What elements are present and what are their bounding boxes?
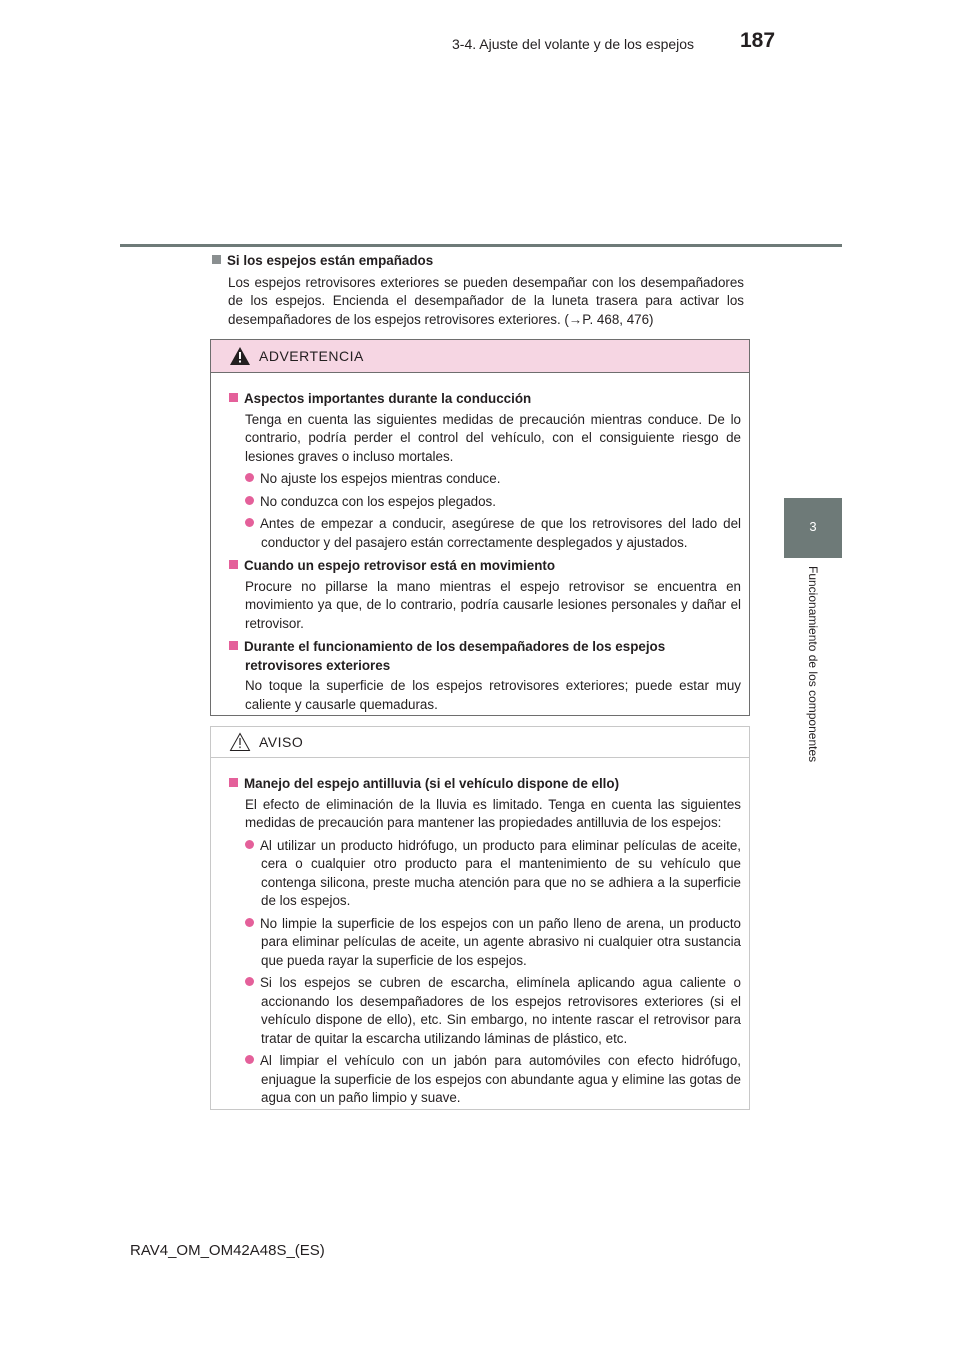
square-bullet-icon [229, 641, 238, 650]
section-title: 3-4. Ajuste del volante y de los espejos [452, 36, 695, 52]
square-bullet-icon [212, 255, 221, 264]
warning-triangle-outline-icon [229, 732, 251, 752]
warning-text-3: No toque la superficie de los espejos retrovisores exteriores; puede estar muy caliente y causarle quemaduras. [245, 678, 741, 712]
notice-title: AVISO [259, 734, 304, 750]
list-item-text: No conduzca con los espejos plegados. [260, 493, 496, 509]
square-bullet-icon [229, 560, 238, 569]
notice-header [211, 727, 749, 758]
warning-heading-2 [229, 557, 741, 576]
intro-heading-text: Si los espejos están empañados [227, 253, 434, 268]
round-bullet-icon [245, 518, 254, 527]
notice-heading-1 [229, 775, 741, 794]
header-rule [120, 244, 842, 247]
notice-heading-text: Manejo del espejo antilluvia (si el vehículo dispone de ello) [244, 776, 620, 791]
page-number: 187 [740, 29, 776, 52]
warning-heading-1 [229, 390, 741, 409]
warning-body [211, 373, 749, 714]
warning-heading-3 [229, 638, 741, 675]
list-item [229, 915, 741, 971]
warning-box [210, 339, 750, 716]
round-bullet-icon [245, 977, 254, 986]
warning-triangle-filled-icon [229, 346, 251, 366]
round-bullet-icon [245, 473, 254, 482]
notice-body [211, 758, 749, 1108]
list-item [229, 837, 741, 911]
chapter-title: Funcionamiento de los componentes [806, 566, 820, 763]
list-item-text: Antes de empezar a conducir, asegúrese de que los retrovisores del lado del conductor y del pasajero están correctamente desplegados y ajustados. [260, 516, 741, 550]
warning-heading-text: Cuando un espejo retrovisor está en movimiento [244, 558, 556, 573]
intro-heading [212, 252, 744, 271]
warning-heading-text: Aspectos importantes durante la conducción [244, 391, 532, 406]
list-item [229, 493, 741, 512]
chapter-label [784, 566, 842, 786]
document-code: RAV4_OM_OM42A48S_(ES) [130, 1242, 325, 1259]
chapter-tab: 3 [784, 498, 842, 558]
intro-section [212, 252, 744, 329]
intro-text: Los espejos retrovisores exteriores se pueden desempañar con los desempañadores de los espejos. Encienda el desempañador de la luneta trasera para activar los desempañadores de los espejos retrovisores exteriores. (→P. 468, 476) [228, 274, 744, 327]
list-item-text: No limpie la superficie de los espejos con un paño lleno de arena, un producto para eliminar películas de aceite, un agente abrasivo ni cualquier otra sustancia que pueda rayar la superficie de los espejos. [260, 915, 741, 968]
round-bullet-icon [245, 840, 254, 849]
warning-header [211, 340, 749, 373]
list-item-text: Al utilizar un producto hidrófugo, un producto para eliminar películas de aceite, cera o cualquier otro producto para el mantenimiento de su vehículo que contenga silicona, preste mucha atención para que no se adhiera a la superficie de los espejos. [260, 837, 741, 908]
warning-text-1: Tenga en cuenta las siguientes medidas de precaución mientras conduce. De lo contrario, podría perder el control del vehículo, con el consiguiente riesgo de lesiones graves o incluso mortales. [245, 411, 741, 464]
square-bullet-icon [229, 393, 238, 402]
list-item [229, 515, 741, 552]
round-bullet-icon [245, 496, 254, 505]
round-bullet-icon [245, 1055, 254, 1064]
warning-title: ADVERTENCIA [259, 348, 364, 364]
list-item-text: Al limpiar el vehículo con un jabón para automóviles con efecto hidrófugo, enjuague la superficie de los espejos con abundante agua y elimine las gotas de agua con un paño limpio y suave. [260, 1053, 741, 1105]
list-item-text: Si los espejos se cubren de escarcha, elimínela aplicando agua caliente o accionando los desempañadores de los espejos retrovisores exteriores (si el vehículo dispone de ello), etc. Sin embargo, no intente rascar el retrovisor para tratar de quitar la escarcha utilizando láminas de plástico, etc. [260, 975, 741, 1046]
notice-box [210, 726, 750, 1110]
list-item [229, 470, 741, 489]
warning-text-2: Procure no pillarse la mano mientras el espejo retrovisor se encuentra en movimiento ya que, de lo contrario, podría causarle lesiones personales y dañar el retrovisor. [245, 578, 741, 631]
warning-heading-text: Durante el funcionamiento de los desempañadores de los espejos retrovisores exteriores [244, 639, 666, 673]
list-item [229, 1052, 741, 1108]
list-item-text: No ajuste los espejos mientras conduce. [260, 471, 501, 486]
square-bullet-icon [229, 778, 238, 787]
round-bullet-icon [245, 918, 254, 927]
list-item [229, 974, 741, 1048]
notice-text-1: El efecto de eliminación de la lluvia es limitado. Tenga en cuenta las siguientes medidas de precaución para mantener las propiedades antilluvia de los espejos: [245, 796, 741, 830]
